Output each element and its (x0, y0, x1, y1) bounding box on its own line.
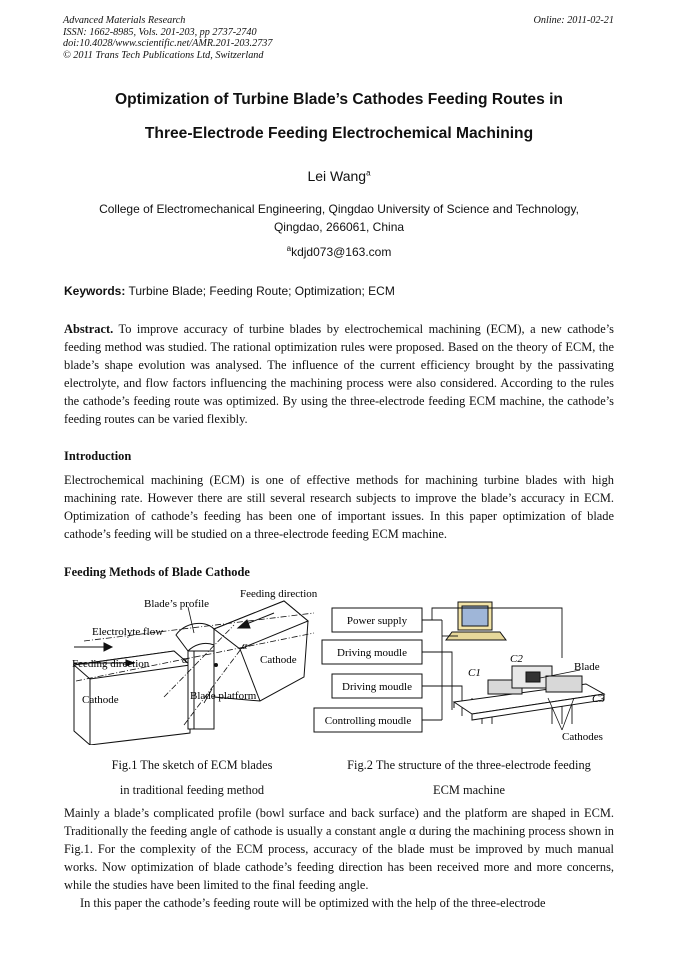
blade-part-icon (526, 672, 540, 682)
abstract-label: Abstract. (64, 322, 114, 336)
journal-name: Advanced Materials Research (63, 15, 186, 26)
affiliation-line-2: Qingdao, 266061, China (273, 220, 405, 234)
author-sup: a (366, 168, 371, 178)
body-paragraph-2: In this paper the cathode’s feeding route will be optimized with the help of the three-electrode (80, 896, 546, 910)
paper-title-line-1: Optimization of Turbine Blade’s Cathodes Feeding Routes in (115, 91, 563, 108)
cathode-c3-block (546, 676, 582, 692)
box-label-controlling: Controlling moudle (324, 715, 412, 727)
label-blades-profile: Blade’s profile (144, 598, 210, 610)
label-alpha-1: α (182, 655, 188, 666)
affiliation-line-1: College of Electromechanical Engineering, Qingdao University of Science and Technology, (99, 202, 579, 216)
label-feeding-direction-left: Feeding direction (72, 658, 150, 670)
body-paragraph-1: Mainly a blade’s complicated profile (bowl surface and back surface) and the platform are shaped in ECM. Traditionally the feeding angle of cathode is usually a constant angle α during the machining process shown in Fig.1. For the complexity of the ECM process, accuracy of the blade must be improved by much manual works. Now optimization of blade cathode’s feeding direction has been received more and more concerns, while the studies have been limited to the final feeding angle. (64, 806, 614, 892)
figure-1-caption-line-2: in traditional feeding method (119, 783, 265, 797)
label-feeding-direction-top: Feeding direction (240, 588, 318, 600)
label-cathodes: Cathodes (562, 731, 603, 743)
email-sup: a (286, 244, 292, 253)
issn-line: ISSN: 1662-8985, Vols. 201-203, pp 2737-2740 (63, 26, 257, 38)
email-address: kdjd073@163.com (291, 245, 392, 259)
label-c1: C1 (468, 667, 481, 679)
copyright-line: © 2011 Trans Tech Publications Ltd, Switzerland (63, 49, 264, 61)
introduction-heading: Introduction (64, 449, 132, 463)
feeding-methods-heading: Feeding Methods of Blade Cathode (64, 565, 250, 579)
abstract (64, 320, 614, 428)
online-date: Online: 2011-02-21 (533, 15, 614, 26)
figure-2-drawing (312, 598, 612, 746)
journal-metadata (63, 15, 272, 61)
figure-1-drawing (64, 585, 326, 745)
box-label-power-supply: Power supply (346, 615, 408, 627)
label-c3: C3 (592, 693, 605, 705)
doi-line: doi:10.4028/www.scientific.net/AMR.201-203.2737 (63, 38, 273, 49)
introduction-text: Electrochemical machining (ECM) is one of effective methods for machining turbine blades with high machining rate. However there are still several research subjects to improve the blade’s accuracy in ECM. Optimization of cathode’s feeding has been one of important issues. In this paper optimization of blade cathode’s feeding will be studied on a three-electrode feeding ECM machine. (64, 473, 614, 541)
keywords-text: Turbine Blade; Feeding Route; Optimization; ECM (125, 284, 395, 298)
keywords-label: Keywords: (64, 284, 126, 298)
figure-2-caption-line-2: ECM machine (433, 783, 505, 797)
author-name: Lei Wang (307, 168, 367, 184)
figure-2-caption-line-1: Fig.2 The structure of the three-electrode feeding (347, 758, 591, 772)
box-label-driving-2: Driving moudle (342, 681, 412, 693)
electrolyte-arrow-icon (104, 643, 112, 651)
label-c2: C2 (510, 653, 523, 665)
figure-1 (64, 585, 326, 745)
label-cathode-right: Cathode (260, 654, 297, 666)
email (0, 244, 678, 259)
keywords (64, 284, 395, 298)
label-blade-platform: Blade platform (190, 690, 257, 702)
paper-title-line-2: Three-Electrode Feeding Electrochemical Machining (144, 125, 534, 142)
figure-1-caption-line-1: Fig.1 The sketch of ECM blades (111, 758, 273, 772)
affiliation (60, 200, 618, 236)
label-blade: Blade (574, 661, 600, 673)
author (0, 168, 678, 184)
box-label-driving-1: Driving moudle (337, 647, 407, 659)
label-cathode-left: Cathode (82, 694, 119, 706)
abstract-text: To improve accuracy of turbine blades by electrochemical machining (ECM), a new cathode’s feeding method was studied. The rational optimization rules were proposed. Based on the theory of ECM, the blade’s shape evolution was analysed. The influence of the current efficiency brought by the passivating electrolyte, and flow factors influencing the machining process were also considered. According to the rules the cathode’s feeding route was optimized. By using the three-electrode feeding ECM machine, the cathode’s feeding routes can be varied flexibly. (64, 322, 614, 426)
figure-2 (312, 598, 612, 746)
figure-1-caption (72, 753, 312, 803)
label-alpha-2: α (242, 641, 248, 652)
figure-2-caption (318, 753, 620, 803)
label-electrolyte-flow: Electrolyte flow (92, 626, 164, 638)
